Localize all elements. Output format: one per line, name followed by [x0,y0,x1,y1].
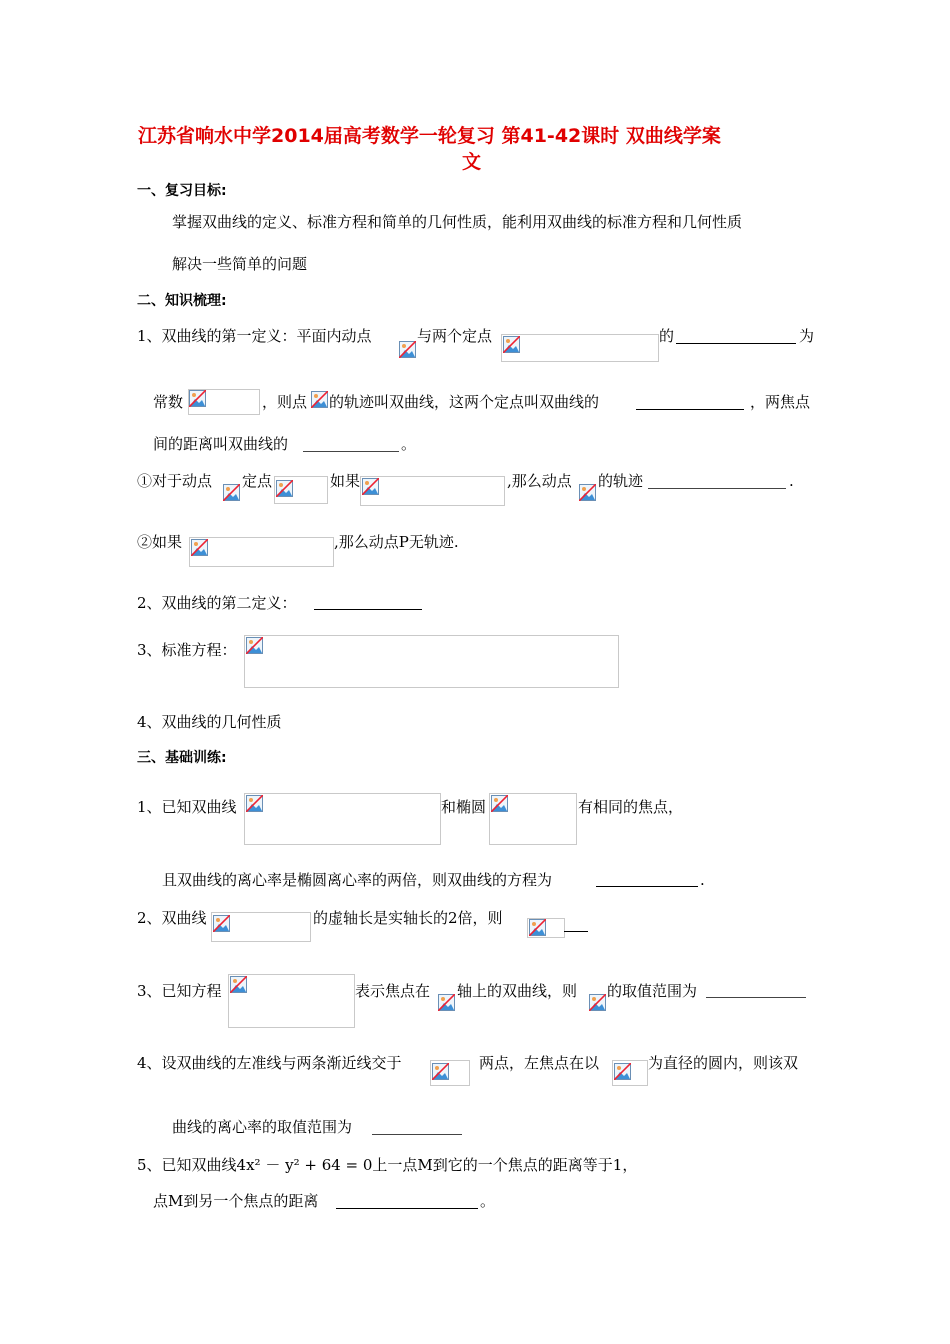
c1-text-f: . [789,472,794,490]
formula-image [244,793,441,845]
broken-image-icon [223,484,240,501]
k1-text-i: 间的距离叫双曲线的 [153,435,289,453]
blank-line[interactable] [596,886,698,887]
c1-text-b: 定点 [242,472,273,490]
blank-line[interactable] [303,451,399,452]
c1-text-c: 如果 [330,472,361,490]
k1-text-e: 常数 [153,393,184,411]
broken-image-icon [246,637,263,654]
goals-text: 掌握双曲线的定义、标准方程和简单的几何性质，能利用双曲线的标准方程和几何性质 [172,213,743,231]
formula-image [189,537,334,567]
k3-text: 3、标准方程： [137,641,237,659]
k1-text-c: 的 [659,327,675,345]
section-heading-knowledge: 二、知识梳理: [137,293,227,309]
broken-image-icon [614,1063,631,1080]
broken-image-icon [189,390,206,407]
c2-text-b: ,那么动点P无轨迹. [334,533,459,551]
broken-image-icon [362,478,379,495]
broken-image-icon [191,539,208,556]
e4-text-d: 曲线的离心率的取值范围为 [172,1118,353,1136]
e5-text-c: 。 [480,1192,496,1210]
broken-image-icon [246,795,263,812]
blank-line[interactable] [336,1208,478,1209]
blank-line[interactable] [314,609,422,610]
page-title-cont: 文 [462,151,482,173]
broken-image-icon [438,994,455,1011]
k1-text-b: 与两个定点 [417,327,493,345]
c1-text-a: ①对于动点 [137,472,213,490]
e4-text-b: 两点，左焦点在以 [479,1054,600,1072]
broken-image-icon [213,915,230,932]
e1-text-a: 1、已知双曲线 [137,798,237,816]
e3-text-d: 的取值范围为 [607,982,698,1000]
broken-image-icon [399,341,416,358]
blank-line[interactable] [372,1134,462,1135]
e1-text-d: 且双曲线的离心率是椭圆离心率的两倍，则双曲线的方程为 [162,871,553,889]
blank-line[interactable] [706,997,806,998]
k1-text-d: 为 [799,327,815,345]
k1-text-h: ，两焦点 [750,393,811,411]
broken-image-icon [276,480,293,497]
broken-image-icon [230,976,247,993]
section-heading-goals: 一、复习目标: [137,183,227,199]
e2-text-a: 2、双曲线 [137,909,207,927]
broken-image-icon [579,484,596,501]
blank-line[interactable] [636,409,744,410]
formula-image [501,334,659,362]
e3-text-b: 表示焦点在 [355,982,431,1000]
e5-text-a: 5、已知双曲线4x² － y² + 64 = 0上一点M到它的一个焦点的距离等于1， [137,1156,638,1174]
blank-line[interactable] [648,488,786,489]
e3-text-a: 3、已知方程 [137,982,222,1000]
page-title: 江苏省响水中学2014届高考数学一轮复习 第41-42课时 双曲线学案 [138,125,721,147]
section-heading-exercises: 三、基础训练: [137,750,227,766]
formula-image [228,974,355,1028]
k1-text-j: 。 [401,435,417,453]
broken-image-icon [491,795,508,812]
broken-image-icon [503,336,520,353]
k4-text: 4、双曲线的几何性质 [137,713,282,731]
e1-text-e: . [700,871,705,889]
broken-image-icon [311,391,328,408]
e2-text-b: 的虚轴长是实轴长的2倍，则 [313,909,503,927]
k2-text: 2、双曲线的第二定义： [137,594,297,612]
e1-text-c: 有相同的焦点， [578,798,684,816]
broken-image-icon [529,919,546,936]
blank-line[interactable] [676,343,796,344]
e5-text-b: 点M到另一个焦点的距离 [153,1192,319,1210]
c1-text-e: 的轨迹 [598,472,644,490]
e3-text-c: 轴上的双曲线，则 [457,982,578,1000]
e4-text-c: 为直径的圆内，则该双 [648,1054,799,1072]
e1-text-b: 和椭圆 [441,798,487,816]
formula-image [244,635,619,688]
blank-line[interactable] [564,931,588,932]
broken-image-icon [432,1063,449,1080]
k1-text-a: 1、双曲线的第一定义：平面内动点 [137,327,372,345]
goals-text-cont: 解决一些简单的问题 [172,255,308,273]
e4-text-a: 4、设双曲线的左准线与两条渐近线交于 [137,1054,402,1072]
k1-text-f: ，则点 [262,393,308,411]
c1-text-d: ,那么动点 [507,472,572,490]
k1-text-g: 的轨迹叫双曲线，这两个定点叫双曲线的 [329,393,600,411]
broken-image-icon [589,994,606,1011]
c2-text-a: ②如果 [137,533,183,551]
formula-image [360,476,505,506]
